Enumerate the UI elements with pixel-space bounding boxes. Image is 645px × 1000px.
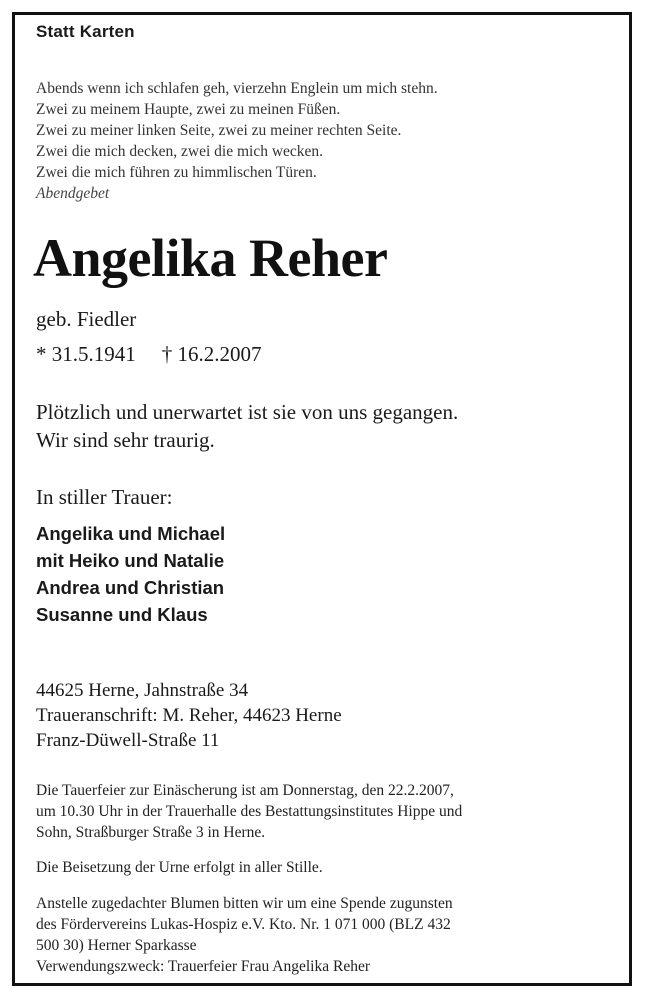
poem-line: Zwei die mich decken, zwei die mich wecken. bbox=[36, 143, 324, 160]
notice-line: um 10.30 Uhr in der Trauerhalle des Bestattungsinstitutes Hippe und bbox=[36, 803, 463, 820]
mourner: mit Heiko und Natalie bbox=[36, 550, 225, 571]
burial-notice bbox=[36, 857, 596, 878]
address-block bbox=[36, 678, 342, 753]
birth-date: * 31.5.1941 bbox=[36, 342, 136, 366]
poem-source: Abendgebet bbox=[36, 185, 110, 202]
poem-line: Zwei zu meinem Haupte, zwei zu meinen Füßen. bbox=[36, 101, 341, 118]
deceased-name: Angelika Reher bbox=[33, 228, 388, 288]
mourner: Angelika und Michael bbox=[36, 523, 226, 544]
notice-line: des Fördervereins Lukas-Hospiz e.V. Kto. Nr. 1 071 000 (BLZ 432 bbox=[36, 916, 451, 933]
born-name: geb. Fiedler bbox=[36, 307, 137, 331]
mourning-label: In stiller Trauer: bbox=[36, 485, 173, 509]
address-line: Franz-Düwell-Straße 11 bbox=[36, 730, 220, 751]
notice-line: 500 30) Herner Sparkasse bbox=[36, 937, 197, 954]
poem-line: Abends wenn ich schlafen geh, vierzehn Englein um mich stehn. bbox=[36, 80, 438, 97]
mourners-list bbox=[36, 520, 225, 628]
mourner: Andrea und Christian bbox=[36, 577, 225, 598]
message-line: Wir sind sehr traurig. bbox=[36, 428, 215, 452]
mourner: Susanne und Klaus bbox=[36, 604, 208, 625]
notice-line: Verwendungszweck: Trauerfeier Frau Angelika Reher bbox=[36, 958, 371, 975]
address-line: Traueranschrift: M. Reher, 44623 Herne bbox=[36, 705, 342, 726]
condolence-message bbox=[36, 398, 458, 454]
notice-line: Die Tauerfeier zur Einäscherung ist am Donnerstag, den 22.2.2007, bbox=[36, 782, 454, 799]
death-date: † 16.2.2007 bbox=[161, 342, 262, 366]
poem-line: Zwei die mich führen zu himmlischen Türen. bbox=[36, 164, 317, 181]
notice-line: Die Beisetzung der Urne erfolgt in aller Stille. bbox=[36, 859, 323, 876]
notice-line: Sohn, Straßburger Straße 3 in Herne. bbox=[36, 824, 266, 841]
ceremony-notice bbox=[36, 780, 596, 843]
donation-notice bbox=[36, 893, 596, 977]
header-statt-karten: Statt Karten bbox=[36, 22, 135, 41]
poem bbox=[36, 78, 438, 204]
poem-line: Zwei zu meiner linken Seite, zwei zu meiner rechten Seite. bbox=[36, 122, 402, 139]
notice-line: Anstelle zugedachter Blumen bitten wir um eine Spende zugunsten bbox=[36, 895, 453, 912]
message-line: Plötzlich und unerwartet ist sie von uns gegangen. bbox=[36, 400, 459, 424]
life-dates bbox=[36, 342, 262, 367]
address-line: 44625 Herne, Jahnstraße 34 bbox=[36, 680, 249, 701]
